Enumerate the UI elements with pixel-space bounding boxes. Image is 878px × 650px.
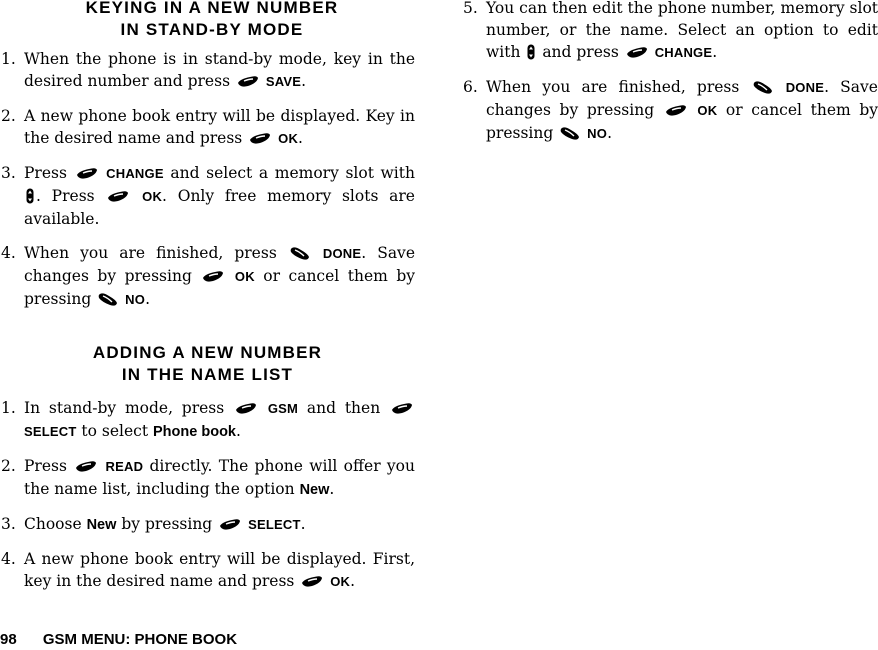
heading-line: IN THE NAME LIST xyxy=(121,365,294,384)
step-number: 2. xyxy=(1,107,16,125)
softkey-label: OK xyxy=(330,574,351,589)
step-text: . xyxy=(298,129,303,147)
left-softkey-icon xyxy=(219,518,241,532)
step-text: and then xyxy=(306,399,381,417)
step-text: . xyxy=(607,124,612,142)
step-text: . xyxy=(712,43,718,61)
left-softkey-icon xyxy=(626,46,648,60)
left-softkey-icon xyxy=(107,190,129,204)
step-item xyxy=(0,513,415,536)
step-item xyxy=(462,76,878,145)
step-text: Press xyxy=(24,457,67,475)
section-heading-adding xyxy=(0,342,415,386)
step-number: 6. xyxy=(463,78,478,96)
step-text: and press xyxy=(542,43,619,61)
step-number: 4. xyxy=(1,550,16,568)
left-softkey-icon xyxy=(237,75,259,89)
step-text: Choose xyxy=(24,515,82,533)
steps-list-adding xyxy=(0,397,415,593)
step-text: A new phone book entry will be displayed. Key in the desired name and press xyxy=(24,107,415,147)
softkey-label: READ xyxy=(105,459,144,474)
softkey-label: DONE xyxy=(322,246,362,261)
scroll-key-icon xyxy=(527,44,535,60)
step-number: 3. xyxy=(1,515,16,533)
step-item xyxy=(462,0,878,64)
left-softkey-icon xyxy=(75,460,97,474)
softkey-label: NO xyxy=(125,292,146,307)
step-text: In stand-by mode, press xyxy=(24,399,225,417)
step-number: 4. xyxy=(1,244,16,262)
left-softkey-icon xyxy=(76,167,98,181)
step-text: When you are finished, press xyxy=(486,78,740,96)
heading-line: IN STAND-BY MODE xyxy=(120,20,304,39)
step-text: . Save changes by pressing xyxy=(24,244,415,285)
step-text: by pressing xyxy=(121,515,213,533)
steps-list-keying xyxy=(0,48,415,311)
step-text: . Only free memory slots are available. xyxy=(24,187,415,228)
step-text: and select a memory slot with xyxy=(170,164,415,182)
footer-title: GSM MENU: PHONE BOOK xyxy=(42,631,238,648)
step-item xyxy=(0,105,415,150)
menu-option-label: Phone book xyxy=(153,424,236,440)
step-text: . xyxy=(350,572,356,590)
softkey-label: OK xyxy=(234,269,255,284)
left-softkey-icon xyxy=(202,270,224,284)
step-text: . xyxy=(329,480,335,498)
steps-list-adding-continued xyxy=(462,0,878,145)
menu-option-label: New xyxy=(299,482,330,498)
step-text: . Press xyxy=(36,187,95,205)
step-number: 1. xyxy=(1,399,16,417)
step-text: directly. The phone will offer you the name list, including the option xyxy=(24,457,415,498)
step-text: to select xyxy=(81,422,149,440)
step-item xyxy=(0,242,415,311)
step-text: You can then edit the phone number, memory slot number, or the name. Select an option to edit with xyxy=(486,0,878,61)
left-column xyxy=(0,0,415,590)
step-number: 2. xyxy=(1,457,16,475)
step-item xyxy=(0,162,415,230)
heading-line: ADDING A NEW NUMBER xyxy=(92,343,323,362)
section-heading-keying xyxy=(9,0,415,41)
left-softkey-icon xyxy=(301,575,323,589)
step-text: Press xyxy=(24,164,67,182)
softkey-label: SELECT xyxy=(248,517,301,532)
softkey-label: GSM xyxy=(267,401,299,416)
right-softkey-icon xyxy=(290,246,310,261)
step-number: 5. xyxy=(463,0,478,17)
softkey-label: OK xyxy=(697,103,718,118)
step-text: or cancel them by pressing xyxy=(24,267,415,308)
softkey-label: DONE xyxy=(785,80,825,95)
page-number: 98 xyxy=(0,631,17,648)
right-softkey-icon xyxy=(560,126,580,141)
left-softkey-icon xyxy=(665,104,687,118)
softkey-label: SELECT xyxy=(24,424,77,439)
step-text: When the phone is in stand-by mode, key in the desired number and press xyxy=(24,50,415,90)
step-text: . Save changes by pressing xyxy=(486,78,878,119)
left-softkey-icon xyxy=(249,132,271,146)
scroll-key-icon xyxy=(26,188,34,204)
softkey-label: SAVE xyxy=(265,74,302,89)
step-text: A new phone book entry will be displayed. First, key in the desired name and press xyxy=(24,550,415,590)
softkey-label: NO xyxy=(587,126,608,141)
step-item xyxy=(0,397,415,443)
step-text: . xyxy=(301,72,307,90)
menu-option-label: New xyxy=(86,517,117,533)
step-text: or cancel them by pressing xyxy=(486,101,878,142)
page-footer xyxy=(0,630,237,650)
right-softkey-icon xyxy=(98,292,118,307)
left-softkey-icon xyxy=(391,402,413,416)
step-text: . xyxy=(236,422,241,440)
step-text: . xyxy=(145,290,150,308)
step-number: 1. xyxy=(1,50,16,68)
step-item xyxy=(0,48,415,93)
right-softkey-icon xyxy=(753,80,773,95)
right-column xyxy=(462,0,878,145)
step-text: When you are finished, press xyxy=(24,244,277,262)
heading-line: KEYING IN A NEW NUMBER xyxy=(85,0,339,17)
softkey-label: OK xyxy=(278,131,299,146)
softkey-label: OK xyxy=(142,189,163,204)
step-item xyxy=(0,548,415,593)
step-text: . xyxy=(300,515,306,533)
left-softkey-icon xyxy=(235,402,257,416)
step-item xyxy=(0,455,415,501)
softkey-label: CHANGE xyxy=(654,45,713,60)
softkey-label: CHANGE xyxy=(106,166,164,181)
step-number: 3. xyxy=(1,164,16,182)
